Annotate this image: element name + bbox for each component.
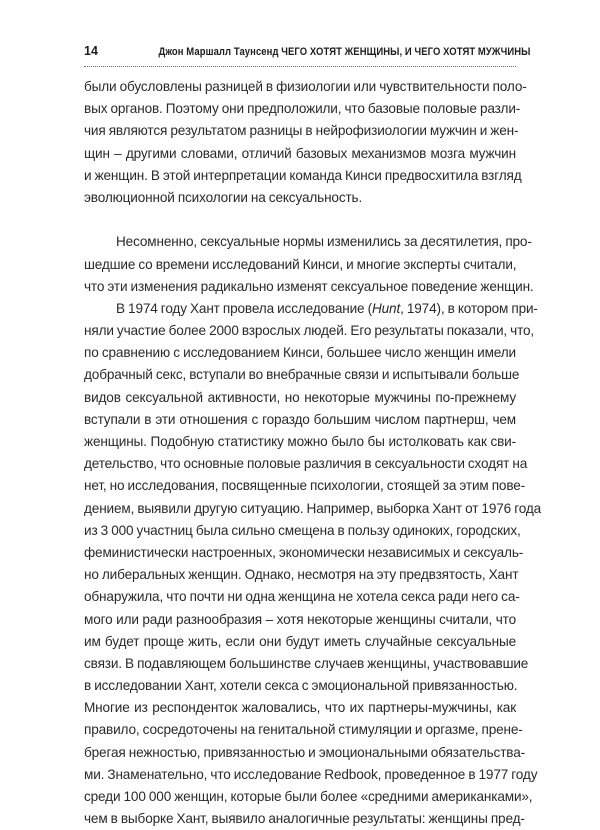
text-line: вых органов. Поэтому они предположили, что базовые половые разли- <box>84 101 521 117</box>
text-line: женщины. Подобную статистику можно было бы истолковать как сви- <box>84 434 516 449</box>
text-line: среди 100 000 женщин, которые были более «средними американками», <box>84 789 533 804</box>
text-fragment: В 1974 году Хант провела исследование ( <box>116 300 372 316</box>
text-line: детельство, что основные половые различия в сексуальности сходят на <box>84 456 528 472</box>
text-line: эволюционной психологии на сексуальность. <box>84 189 363 205</box>
text-line-with-citation <box>84 298 538 320</box>
text-fragment: , 1974), в котором при- <box>400 300 538 316</box>
text-line: феминистически настроенных, экономически независимых и сексуаль- <box>84 544 524 560</box>
paragraph-2 <box>84 231 534 298</box>
page-number: 14 <box>84 44 98 58</box>
text-line: дением, выявили другую ситуацию. Например, выборка Хант от 1976 года <box>84 500 542 516</box>
text-line: мого или ради разнообразия – хотя некоторые женщины считали, что <box>84 611 516 627</box>
text-line: шедшие со времени исследований Кинси, и многие эксперты считали, <box>84 256 517 272</box>
text-line: из 3 000 участниц была сильно смещена в пользу одиноких, городских, <box>84 522 521 538</box>
text-line: им будет проще жить, если они будут иметь случайные сексуальные <box>84 633 516 649</box>
paragraph-1 <box>84 76 527 209</box>
text-line: были обусловлены разницей в физиологии или чувствительности поло- <box>84 79 527 94</box>
running-header <box>84 44 531 64</box>
text-line: вступали в эти отношения с гораздо большим числом партнерш, чем <box>84 411 516 427</box>
section-break <box>84 209 516 231</box>
text-line: добрачный секс, вступали во внебрачные связи и испытывали больше <box>84 367 520 383</box>
text-line: по сравнению с исследованием Кинси, большее число женщин имели <box>84 345 516 361</box>
citation-author: Hunt <box>371 300 401 316</box>
text-line: няли участие более 2000 взрослых людей. Его результаты показали, что, <box>84 323 535 339</box>
text-line: видов сексуальной активности, но некоторые мужчины по-прежнему <box>84 389 516 405</box>
text-line: но либеральных женщин. Однако, несмотря на эту предвзятость, Хант <box>84 567 519 583</box>
text-line: и женщин. В этой интерпретации команда Кинси предвосхитила взгляд <box>84 167 522 183</box>
text-line: обнаружила, что почти ни одна женщина не хотела секса ради него са- <box>84 589 520 605</box>
text-line: Многие из респонденток жаловались, что их партнеры-мужчины, как <box>84 700 516 716</box>
text-line: Несомненно, сексуальные нормы изменились за десятилетия, про- <box>116 234 532 250</box>
text-line: в исследовании Хант, хотели секса с эмоциональной привязанностью. <box>84 678 518 694</box>
text-line: чем в выборке Хант, выявило аналогичные результаты: женщины пред- <box>84 811 525 827</box>
body-text <box>84 76 542 830</box>
text-line: связи. В подавляющем большинстве случаев женщины, участвовавшие <box>84 655 529 671</box>
text-line: что эти изменения радикально изменят сексуальное поведение женщин. <box>84 278 534 294</box>
header-divider <box>84 66 516 67</box>
text-line: нет, но исследования, посвященные психологии, стоящей за этим пове- <box>84 478 526 494</box>
running-title: Джон Маршалл Таунсенд ЧЕГО ХОТЯТ ЖЕНЩИНЫ, И ЧЕГО ХОТЯТ МУЖЧИНЫ <box>158 46 531 58</box>
text-line: правило, сосредоточены на генитальной стимуляции и оргазме, пренe- <box>84 722 523 738</box>
text-line: ми. Знаменательно, что исследование Redbook, проведенное в 1977 году <box>84 766 538 782</box>
text-line: брегая нежностью, привязанностью и эмоциональными обязательства- <box>84 744 525 760</box>
paragraph-3 <box>84 298 542 830</box>
text-line: щин – другими словами, отличий базовых механизмов мозга мужчин <box>84 145 516 161</box>
text-line: чия являются результатом разницы в нейрофизиологии мужчин и жен- <box>84 123 519 139</box>
